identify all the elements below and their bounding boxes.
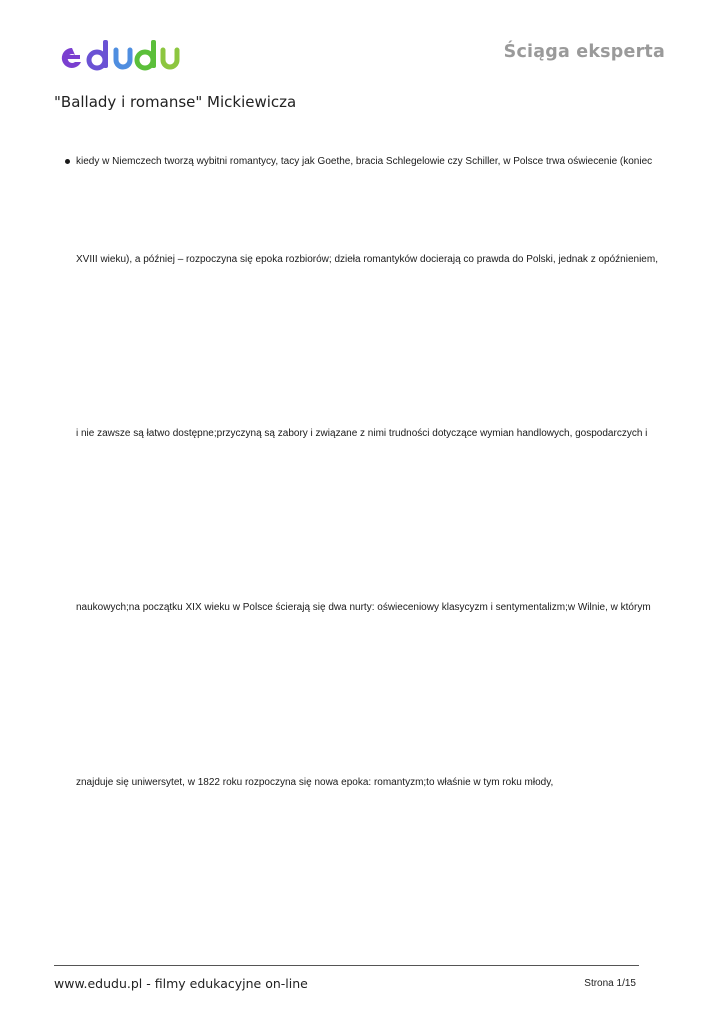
edudu-logo-icon xyxy=(54,34,184,74)
bullet-icon xyxy=(65,159,70,164)
edudu-logo xyxy=(54,34,184,74)
footer-site-link[interactable]: www.edudu.pl - filmy edukacyjne on-line xyxy=(54,976,308,991)
header-tagline: Ściąga eksperta xyxy=(503,42,665,62)
text-line-3: i nie zawsze są łatwo dostępne;przyczyną są zabory i związane z nimi trudności dotyczące wymian handlowych, gospodarczych i xyxy=(76,428,648,439)
footer-divider xyxy=(54,965,639,966)
text-line-1: kiedy w Niemczech tworzą wybitni romantycy, tacy jak Goethe, bracia Schlegelowie czy Schiller, w Polsce trwa oświecenie (koniec xyxy=(76,156,653,167)
document-title: "Ballady i romanse" Mickiewicza xyxy=(54,93,297,111)
page-number: Strona 1/15 xyxy=(584,978,636,989)
text-line-4: naukowych;na początku XIX wieku w Polsce ścierają się dwa nurty: oświeceniowy klasycyzm i sentymentalizm;w Wilnie, w którym xyxy=(76,602,651,613)
text-line-5: znajduje się uniwersytet, w 1822 roku rozpoczyna się nowa epoka: romantyzm;to właśnie w tym roku młody, xyxy=(76,777,554,788)
text-line-2: XVIII wieku), a później – rozpoczyna się epoka rozbiorów; dzieła romantyków docierają co prawda do Polski, jednak z opóźnieniem, xyxy=(76,254,658,265)
